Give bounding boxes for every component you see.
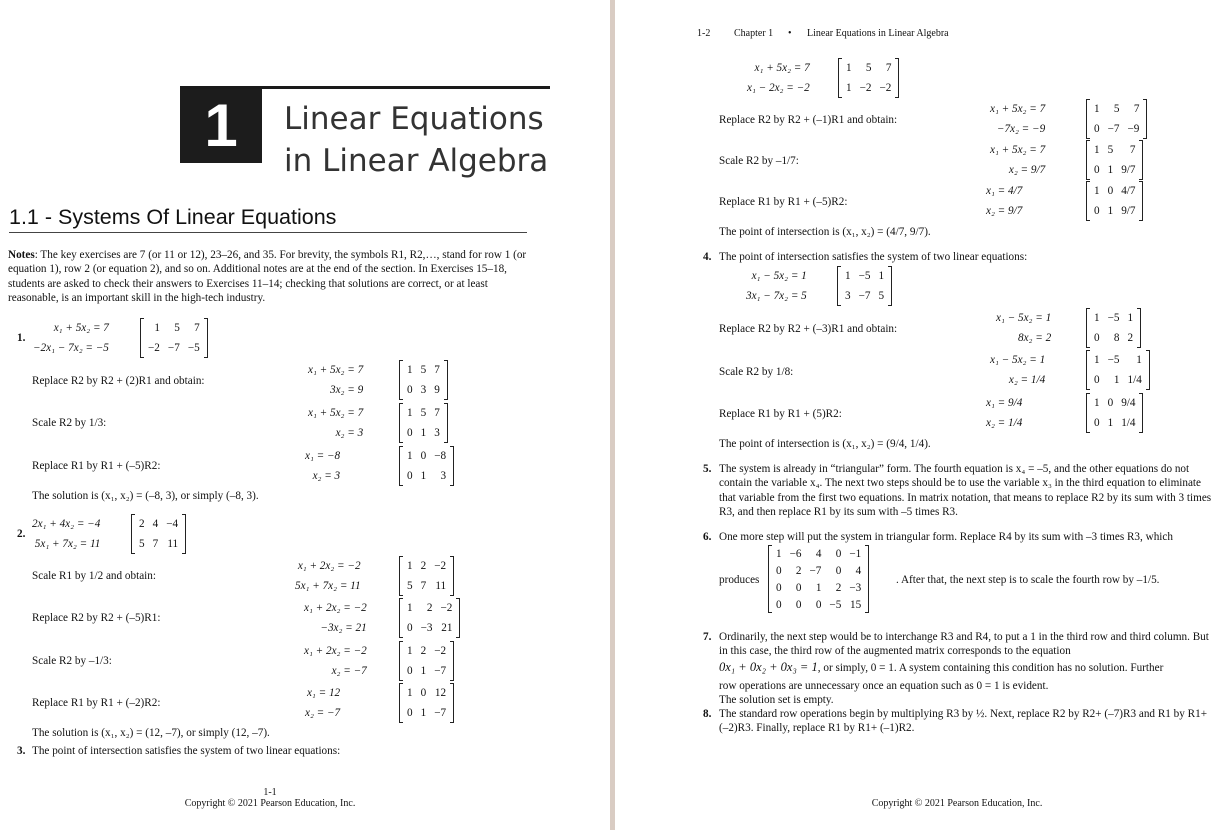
exercise-3-number: 3. xyxy=(17,745,26,757)
exercise-4-step-2-matrix: 1 −5 1 0 1 1/4 xyxy=(1086,350,1150,390)
exercise-2-step-2-text: Replace R2 by R2 + (–5)R1: xyxy=(32,612,161,624)
exercise-2-matrix: 2 4 −4 5 7 11 xyxy=(131,514,186,554)
exercise-7-line1: Ordinarily, the next step would be to interchange R3 and R4, to put a 1 in the third row and third column. But in this case, the third row of the augmented matrix corresponds to the equation xyxy=(719,631,1209,658)
header-chapter: Chapter 1 xyxy=(734,28,774,39)
exercise-4-matrix: 1 −5 1 3 −7 5 xyxy=(837,266,892,306)
exercise-1-matrix: 1 5 7 −2 −7 −5 xyxy=(140,318,208,358)
section-title: 1.1 - Systems Of Linear Equations xyxy=(9,205,337,229)
chapter-title-line1: Linear Equations xyxy=(284,101,544,137)
header-page-number: 1-2 xyxy=(697,28,711,39)
exercise-2-system: 2x₁ + 4x₂ = −4 5x₁ + 7x₂ = 11 xyxy=(32,518,101,550)
exercise-8-text: The standard row operations begin by multiplying R3 by ½. Next, replace R2 by R2+ (–7)R3 and R1 by R1+ (–2)R3. Finally, replace R1 by R1+ (–1)R2. xyxy=(719,708,1208,735)
exercise-2-step-4-matrix: 1 0 12 0 1 −7 xyxy=(399,683,454,723)
exercise-3-step-1-matrix: 1 5 7 0 −7 −9 xyxy=(1086,99,1147,139)
exercise-7-number: 7. xyxy=(703,631,712,643)
exercise-3-step-2-system: x₁ + 5x₂ = 7 x₂ = 9/7 xyxy=(990,144,1046,176)
exercise-7-line2: 0x₁ + 0x₂ + 0x₃ = 1, or simply, 0 = 1. A system containing this condition has no solution. Further xyxy=(719,660,1164,674)
exercise-3-intro: The point of intersection satisfies the system of two linear equations: xyxy=(32,745,341,757)
exercise-3-system: x₁ + 5x₂ = 7 x₁ − 2x₂ = −2 xyxy=(747,62,810,94)
exercise-2-step-1-text: Scale R1 by 1/2 and obtain: xyxy=(32,570,156,582)
chapter-title xyxy=(284,98,548,182)
exercise-1-step-3-matrix: 1 0 −8 0 1 3 xyxy=(399,446,454,486)
exercise-2-step-1-system: x₁ + 2x₂ = −2 5x₁ + 7x₂ = 11 xyxy=(295,560,361,592)
right-copyright: Copyright © 2021 Pearson Education, Inc. xyxy=(871,798,1043,809)
exercise-5-number: 5. xyxy=(703,463,712,475)
header-title: Linear Equations in Linear Algebra xyxy=(807,28,949,39)
notes-label: Notes xyxy=(8,249,35,261)
exercise-6-number: 6. xyxy=(703,531,712,543)
exercise-2-step-3-text: Scale R2 by –1/3: xyxy=(32,655,112,667)
exercise-1-step-1-text: Replace R2 by R2 + (2)R1 and obtain: xyxy=(32,375,205,387)
exercise-2-step-4-system: x₁ = 12 x₂ = −7 xyxy=(305,687,341,719)
exercise-4-step-2-system: x₁ − 5x₂ = 1 x₂ = 1/4 xyxy=(990,354,1046,386)
exercise-1-step-3-system: x₁ = −8 x₂ = 3 xyxy=(305,450,341,482)
exercise-4-step-1-system: x₁ − 5x₂ = 1 8x₂ = 2 xyxy=(996,312,1052,344)
exercise-1-step-2-matrix: 1 5 7 0 1 3 xyxy=(399,403,448,443)
exercise-4-number: 4. xyxy=(703,251,712,263)
exercise-6-after: . After that, the next step is to scale the fourth row by –1/5. xyxy=(896,574,1160,586)
exercise-1-step-1-matrix: 1 5 7 0 3 9 xyxy=(399,360,448,400)
exercise-4-solution: The point of intersection is (x₁, x₂) = (9/4, 1/4). xyxy=(719,438,931,450)
exercise-3-solution: The point of intersection is (x₁, x₂) = (4/7, 9/7). xyxy=(719,226,931,238)
exercise-3-step-1-system: x₁ + 5x₂ = 7 −7x₂ = −9 xyxy=(990,103,1046,135)
chapter-number: 1 xyxy=(180,89,262,163)
exercise-2-step-3-matrix: 1 2 −2 0 1 −7 xyxy=(399,641,454,681)
exercise-4-step-3-matrix: 1 0 9/4 0 1 1/4 xyxy=(1086,393,1143,433)
exercise-4-step-3-system: x₁ = 9/4 x₂ = 1/4 xyxy=(986,397,1023,429)
exercise-3-step-3-system: x₁ = 4/7 x₂ = 9/7 xyxy=(986,185,1023,217)
exercise-6-text: One more step will put the system in triangular form. Replace R4 by its sum with –3 times R3, which xyxy=(719,531,1173,543)
exercise-6-matrix: 1 −6 4 0 −1 0 2 −7 0 4 0 0 1 2 −3 0 0 0 −5 15 xyxy=(768,545,869,613)
exercise-3-matrix: 1 5 7 1 −2 −2 xyxy=(838,58,899,98)
notes-paragraph xyxy=(8,248,532,306)
left-copyright: Copyright © 2021 Pearson Education, Inc. xyxy=(184,798,356,809)
exercise-1-step-2-system: x₁ + 5x₂ = 7 x₂ = 3 xyxy=(308,407,364,439)
exercise-3-step-1-text: Replace R2 by R2 + (–1)R1 and obtain: xyxy=(719,114,898,126)
exercise-2-step-2-system: x₁ + 2x₂ = −2 −3x₂ = 21 xyxy=(304,602,367,634)
notes-text: : The key exercises are 7 (or 11 or 12), 23–26, and 35. For brevity, the symbols R1, R2,…, stand for row 1 (or equation 1), row 2 (or equation 2), and so on. Additional notes are at the end of the section. In Exercises 15–18, students are asked to check their answers to Exercises 11–14; checking that solutions are correct, or at least reasonable, is an important skill in the high-tech industry. xyxy=(8,249,527,305)
exercise-4-intro: The point of intersection satisfies the system of two linear equations: xyxy=(719,251,1028,263)
exercise-4-step-1-text: Replace R2 by R2 + (–3)R1 and obtain: xyxy=(719,323,898,335)
exercise-2-number: 2. xyxy=(17,528,26,540)
exercise-1-step-1-system: x₁ + 5x₂ = 7 3x₂ = 9 xyxy=(308,364,364,396)
exercise-4-step-1-matrix: 1 −5 1 0 8 2 xyxy=(1086,308,1141,348)
left-page xyxy=(0,0,612,830)
exercise-2-step-2-matrix: 1 2 −2 0 −3 21 xyxy=(399,598,460,638)
exercise-1-step-3-text: Replace R1 by R1 + (–5)R2: xyxy=(32,460,161,472)
exercise-1-system: x₁ + 5x₂ = 7 −2x₁ − 7x₂ = −5 xyxy=(33,322,109,354)
chapter-title-line2: in Linear Algebra xyxy=(284,143,549,179)
exercise-6-produces: produces xyxy=(719,574,760,586)
section-rule xyxy=(9,232,527,233)
exercise-5-text: The system is already in “triangular” form. The fourth equation is x₄ = –5, and the other equations do not contain the variable x₄. The next two steps should be to use the variable x₃ in the third equation to eliminate that variable from the first two equations. In matrix notation, that means to replace R2 by its sum with 3 times R3, and then replace R1 by its sum with –5 times R3. xyxy=(719,463,1212,519)
right-page xyxy=(615,0,1227,830)
exercise-3-step-2-matrix: 1 5 7 0 1 9/7 xyxy=(1086,140,1143,180)
exercise-2-step-4-text: Replace R1 by R1 + (–2)R2: xyxy=(32,697,161,709)
exercise-3-step-3-text: Replace R1 by R1 + (–5)R2: xyxy=(719,196,848,208)
exercise-7-line4: The solution set is empty. xyxy=(719,694,834,706)
left-page-number: 1-1 xyxy=(263,787,277,798)
exercise-8-number: 8. xyxy=(703,708,712,720)
exercise-2-solution: The solution is (x₁, x₂) = (12, –7), or simply (12, –7). xyxy=(32,727,270,739)
exercise-3-step-3-matrix: 1 0 4/7 0 1 9/7 xyxy=(1086,181,1143,221)
exercise-1-step-2-text: Scale R2 by 1/3: xyxy=(32,417,107,429)
exercise-4-step-2-text: Scale R2 by 1/8: xyxy=(719,366,794,378)
header-bullet: • xyxy=(788,28,792,39)
exercise-2-step-1-matrix: 1 2 −2 5 7 11 xyxy=(399,556,454,596)
exercise-4-system: x₁ − 5x₂ = 1 3x₁ − 7x₂ = 5 xyxy=(746,270,807,302)
exercise-7-equation: 0x₁ + 0x₂ + 0x₃ = 1 xyxy=(719,660,818,674)
exercise-1-solution: The solution is (x₁, x₂) = (–8, 3), or simply (–8, 3). xyxy=(32,490,259,502)
exercise-7-line3: row operations are unnecessary once an equation such as 0 = 1 is evident. xyxy=(719,680,1049,692)
exercise-2-step-3-system: x₁ + 2x₂ = −2 x₂ = −7 xyxy=(304,645,367,677)
exercise-4-step-3-text: Replace R1 by R1 + (5)R2: xyxy=(719,408,842,420)
exercise-3-step-2-text: Scale R2 by –1/7: xyxy=(719,155,799,167)
exercise-1-number: 1. xyxy=(17,332,26,344)
